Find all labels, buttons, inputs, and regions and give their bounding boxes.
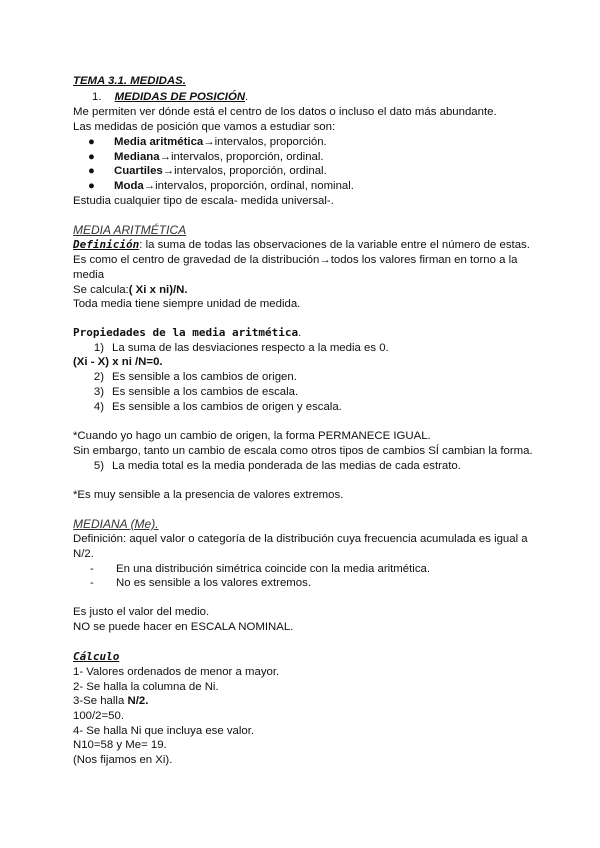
bullet-term: Cuartiles — [114, 165, 163, 177]
bullet-term: Mediana — [114, 151, 160, 163]
bullet-desc: →intervalos, proporción, ordinal. — [159, 151, 324, 163]
calc-step — [73, 694, 148, 708]
bullet-term: Moda — [114, 180, 144, 192]
note-scale: Sin embargo, tanto un cambio de escala como otros tipos de cambios SÍ cambian la forma. — [73, 445, 533, 457]
property-number: 1) — [93, 342, 104, 354]
dash-item — [90, 576, 311, 590]
intro-line-1: Me permiten ver dónde está el centro de los datos o incluso el dato más abundante. — [73, 106, 497, 118]
property-item — [86, 400, 342, 414]
calc-step: 100/2=50. — [73, 710, 124, 722]
scale-note: Estudia cualquier tipo de escala- medida universal-. — [73, 195, 334, 207]
section-heading-posicion — [92, 90, 248, 104]
mediana-note-1: Es justo el valor del medio. — [73, 606, 210, 618]
bullet-icon: ● — [88, 165, 95, 177]
property-item — [86, 459, 461, 473]
calc-line — [73, 283, 188, 297]
bullet-icon: ● — [88, 136, 95, 148]
note-extremes: *Es muy sensible a la presencia de valores extremos. — [73, 489, 344, 501]
dash-item — [90, 562, 430, 576]
calc-formula: ( Xi x ni)/N. — [128, 284, 188, 296]
property-text: Es sensible a los cambios de origen. — [112, 371, 297, 383]
props-heading — [73, 326, 301, 340]
property-item — [86, 341, 389, 355]
calc-step: (Nos fijamos en Xi). — [73, 754, 173, 766]
property-number: 2) — [93, 371, 104, 383]
calc-step: 4- Se halla Ni que incluya ese valor. — [73, 725, 255, 737]
section-heading-mediana: MEDIANA (Me). — [73, 517, 159, 531]
property-text: Es sensible a los cambios de origen y escala. — [112, 401, 342, 413]
definition-line — [73, 238, 530, 252]
calc-heading: Cálculo — [73, 650, 120, 663]
dash-text: En una distribución simétrica coincide con la media aritmética. — [116, 563, 431, 575]
props-heading-tail: . — [298, 327, 302, 339]
unit-note: Toda media tiene siempre unidad de medida. — [73, 298, 301, 310]
mediana-note-2: NO se puede hacer en ESCALA NOMINAL. — [73, 621, 294, 633]
bullet-term: Media aritmética — [114, 136, 204, 148]
calc-label: Se calcula: — [73, 284, 129, 296]
intro-line-2: Las medidas de posición que vamos a estudiar son: — [73, 121, 336, 133]
bullet-desc: →intervalos, proporción. — [203, 136, 327, 148]
calc-step: 1- Valores ordenados de menor a mayor. — [73, 666, 280, 678]
definition-text: : la suma de todas las observaciones de la variable entre el número de estas. — [139, 239, 530, 251]
note-origin: *Cuando yo hago un cambio de origen, la forma PERMANECE IGUAL. — [73, 430, 431, 442]
property-text: La suma de las desviaciones respecto a la media es 0. — [112, 342, 389, 354]
mediana-definition-1: Definición: aquel valor o categoría de la distribución cuya frecuencia acumulada es igual a — [73, 533, 528, 545]
definition-line-2: Es como el centro de gravedad de la distribución→todos los valores firman en torno a la — [73, 254, 518, 266]
property-number: 3) — [93, 386, 104, 398]
section-number: 1. — [92, 91, 102, 103]
property-item — [86, 370, 297, 384]
section-heading-tail: . — [245, 91, 249, 103]
bullet-item — [88, 164, 327, 178]
mediana-definition-2: N/2. — [73, 548, 94, 560]
calc-step-text: 3-Se halla — [73, 695, 128, 707]
dash-marker: - — [90, 577, 94, 589]
section-heading-text: MEDIDAS DE POSICIÓN — [114, 91, 246, 103]
bullet-item — [88, 135, 327, 149]
property-formula: (Xi - X) x ni /N=0. — [73, 356, 163, 368]
section-heading-media: MEDIA ARITMÉTICA — [73, 223, 187, 237]
property-number: 5) — [93, 460, 104, 472]
definition-line-3: media — [73, 269, 105, 281]
bullet-icon: ● — [88, 151, 95, 163]
calc-step: N10=58 y Me= 19. — [73, 739, 167, 751]
document-title: TEMA 3.1. MEDIDAS. — [73, 75, 186, 87]
bullet-desc: →intervalos, proporción, ordinal. — [162, 165, 327, 177]
property-item — [86, 385, 298, 399]
dash-text: No es sensible a los valores extremos. — [116, 577, 311, 589]
bullet-desc: →intervalos, proporción, ordinal, nominal. — [143, 180, 354, 192]
property-number: 4) — [93, 401, 104, 413]
dash-marker: - — [90, 563, 94, 575]
calc-step: 2- Se halla la columna de Ni. — [73, 681, 219, 693]
bullet-item — [88, 150, 324, 164]
bullet-item — [88, 179, 354, 193]
property-text: Es sensible a los cambios de escala. — [112, 386, 299, 398]
bullet-icon: ● — [88, 180, 95, 192]
props-heading-text: Propiedades de la media aritmética — [73, 326, 299, 339]
property-text: La media total es la media ponderada de las medias de cada estrato. — [112, 460, 461, 472]
definition-label: Definición — [73, 238, 140, 251]
calc-step-bold: N/2. — [127, 695, 149, 707]
